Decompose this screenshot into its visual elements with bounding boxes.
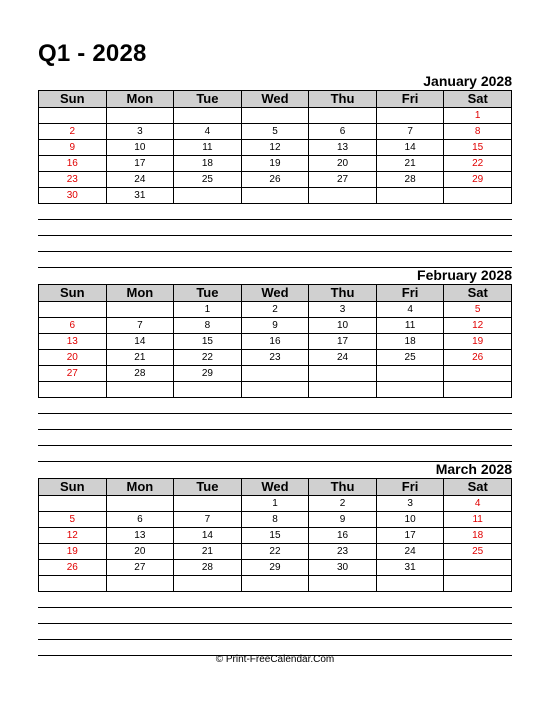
day-cell: 19 [39, 544, 107, 560]
weekday-header: Wed [241, 479, 309, 496]
day-cell: 2 [241, 302, 309, 318]
weekday-header: Sun [39, 285, 107, 302]
day-cell [309, 366, 377, 382]
note-line [38, 592, 512, 608]
day-cell [376, 366, 444, 382]
note-line [38, 236, 512, 252]
weekday-header: Sat [444, 479, 512, 496]
day-cell [174, 496, 242, 512]
day-cell: 13 [309, 140, 377, 156]
day-cell: 9 [309, 512, 377, 528]
day-cell [444, 188, 512, 204]
day-cell [39, 382, 107, 398]
weekday-header: Fri [376, 479, 444, 496]
week-row [39, 366, 512, 382]
day-cell: 31 [106, 188, 174, 204]
day-cell: 8 [444, 124, 512, 140]
day-cell: 4 [444, 496, 512, 512]
day-cell [376, 188, 444, 204]
day-cell [39, 576, 107, 592]
day-cell [376, 108, 444, 124]
weekday-header: Mon [106, 479, 174, 496]
weekday-header-row [39, 285, 512, 302]
day-cell: 7 [174, 512, 242, 528]
day-cell: 24 [106, 172, 174, 188]
day-cell: 14 [376, 140, 444, 156]
day-cell: 27 [39, 366, 107, 382]
day-cell: 30 [39, 188, 107, 204]
day-cell [106, 382, 174, 398]
weekday-header: Mon [106, 285, 174, 302]
day-cell: 5 [241, 124, 309, 140]
day-cell: 22 [241, 544, 309, 560]
day-cell: 23 [309, 544, 377, 560]
day-cell: 25 [444, 544, 512, 560]
week-row [39, 544, 512, 560]
day-cell [241, 188, 309, 204]
day-cell: 29 [241, 560, 309, 576]
day-cell [444, 366, 512, 382]
day-cell: 14 [106, 334, 174, 350]
day-cell: 1 [241, 496, 309, 512]
day-cell: 10 [309, 318, 377, 334]
day-cell [174, 576, 242, 592]
day-cell [444, 560, 512, 576]
day-cell: 6 [309, 124, 377, 140]
note-line [38, 398, 512, 414]
week-row [39, 512, 512, 528]
week-row [39, 188, 512, 204]
week-row [39, 560, 512, 576]
day-cell: 23 [39, 172, 107, 188]
day-cell: 26 [444, 350, 512, 366]
day-cell: 12 [444, 318, 512, 334]
day-cell [444, 382, 512, 398]
footer-credit: © Print-FreeCalendar.Com [215, 654, 335, 665]
day-cell: 16 [309, 528, 377, 544]
day-cell: 4 [376, 302, 444, 318]
month-title: March 2028 [435, 461, 512, 477]
day-cell [309, 108, 377, 124]
week-row [39, 108, 512, 124]
day-cell: 20 [106, 544, 174, 560]
weekday-header-row [39, 91, 512, 108]
week-row [39, 334, 512, 350]
day-cell [174, 108, 242, 124]
week-row [39, 350, 512, 366]
day-cell: 28 [174, 560, 242, 576]
day-cell [241, 382, 309, 398]
day-cell [106, 302, 174, 318]
week-row [39, 124, 512, 140]
day-cell: 20 [309, 156, 377, 172]
day-cell: 25 [376, 350, 444, 366]
month-block [38, 460, 512, 656]
day-cell [376, 382, 444, 398]
day-cell: 7 [376, 124, 444, 140]
day-cell: 2 [309, 496, 377, 512]
day-cell: 7 [106, 318, 174, 334]
week-row [39, 496, 512, 512]
week-row [39, 302, 512, 318]
note-line [38, 220, 512, 236]
day-cell [309, 576, 377, 592]
day-cell: 20 [39, 350, 107, 366]
weekday-header: Mon [106, 91, 174, 108]
weekday-header: Thu [309, 91, 377, 108]
weekday-header: Thu [309, 479, 377, 496]
day-cell: 28 [376, 172, 444, 188]
day-cell: 8 [174, 318, 242, 334]
note-line [38, 430, 512, 446]
day-cell: 23 [241, 350, 309, 366]
day-cell: 6 [106, 512, 174, 528]
day-cell: 1 [444, 108, 512, 124]
note-line [38, 414, 512, 430]
day-cell: 16 [39, 156, 107, 172]
weekday-header: Tue [174, 479, 242, 496]
note-line [38, 204, 512, 220]
day-cell: 27 [106, 560, 174, 576]
day-cell: 28 [106, 366, 174, 382]
week-row [39, 172, 512, 188]
weekday-header-row [39, 479, 512, 496]
day-cell: 13 [39, 334, 107, 350]
day-cell: 29 [174, 366, 242, 382]
day-cell [174, 188, 242, 204]
day-cell: 15 [241, 528, 309, 544]
month-calendar-table [38, 284, 512, 398]
day-cell [174, 382, 242, 398]
day-cell: 17 [106, 156, 174, 172]
day-cell: 12 [241, 140, 309, 156]
day-cell: 21 [106, 350, 174, 366]
notes-area [38, 204, 512, 268]
day-cell: 3 [106, 124, 174, 140]
notes-area [38, 592, 512, 656]
day-cell [39, 302, 107, 318]
weekday-header: Fri [376, 285, 444, 302]
day-cell: 29 [444, 172, 512, 188]
month-calendar-table [38, 90, 512, 204]
day-cell: 30 [309, 560, 377, 576]
day-cell [309, 382, 377, 398]
day-cell [106, 496, 174, 512]
day-cell: 19 [444, 334, 512, 350]
week-row [39, 528, 512, 544]
day-cell: 26 [39, 560, 107, 576]
day-cell: 10 [376, 512, 444, 528]
day-cell: 11 [174, 140, 242, 156]
day-cell [39, 496, 107, 512]
day-cell: 8 [241, 512, 309, 528]
week-row [39, 382, 512, 398]
weekday-header: Fri [376, 91, 444, 108]
day-cell: 21 [174, 544, 242, 560]
day-cell: 3 [309, 302, 377, 318]
day-cell: 27 [309, 172, 377, 188]
week-row [39, 318, 512, 334]
month-calendar-table [38, 478, 512, 592]
day-cell: 11 [444, 512, 512, 528]
weekday-header: Sat [444, 91, 512, 108]
day-cell: 2 [39, 124, 107, 140]
day-cell: 10 [106, 140, 174, 156]
month-title: February 2028 [417, 267, 512, 283]
day-cell: 17 [376, 528, 444, 544]
day-cell: 5 [39, 512, 107, 528]
day-cell: 24 [309, 350, 377, 366]
month-block [38, 72, 512, 268]
note-line [38, 608, 512, 624]
day-cell [241, 576, 309, 592]
day-cell: 18 [376, 334, 444, 350]
day-cell: 24 [376, 544, 444, 560]
week-row [39, 576, 512, 592]
day-cell [241, 108, 309, 124]
day-cell: 11 [376, 318, 444, 334]
week-row [39, 140, 512, 156]
day-cell: 15 [174, 334, 242, 350]
day-cell: 26 [241, 172, 309, 188]
month-block [38, 266, 512, 462]
weekday-header: Sun [39, 91, 107, 108]
day-cell: 19 [241, 156, 309, 172]
day-cell [39, 108, 107, 124]
day-cell: 4 [174, 124, 242, 140]
day-cell [241, 366, 309, 382]
weekday-header: Wed [241, 91, 309, 108]
day-cell: 17 [309, 334, 377, 350]
day-cell [106, 576, 174, 592]
weekday-header: Wed [241, 285, 309, 302]
day-cell: 25 [174, 172, 242, 188]
day-cell [309, 188, 377, 204]
weekday-header: Thu [309, 285, 377, 302]
week-row [39, 156, 512, 172]
day-cell: 22 [444, 156, 512, 172]
day-cell: 14 [174, 528, 242, 544]
day-cell: 12 [39, 528, 107, 544]
weekday-header: Tue [174, 91, 242, 108]
day-cell: 22 [174, 350, 242, 366]
note-line [38, 624, 512, 640]
day-cell: 15 [444, 140, 512, 156]
day-cell: 5 [444, 302, 512, 318]
day-cell: 21 [376, 156, 444, 172]
page-title: Q1 - 2028 [38, 40, 147, 67]
day-cell: 18 [444, 528, 512, 544]
day-cell: 1 [174, 302, 242, 318]
day-cell: 16 [241, 334, 309, 350]
day-cell [106, 108, 174, 124]
day-cell: 6 [39, 318, 107, 334]
day-cell [444, 576, 512, 592]
day-cell: 18 [174, 156, 242, 172]
day-cell: 13 [106, 528, 174, 544]
day-cell: 9 [241, 318, 309, 334]
day-cell: 9 [39, 140, 107, 156]
day-cell: 3 [376, 496, 444, 512]
day-cell: 31 [376, 560, 444, 576]
weekday-header: Sun [39, 479, 107, 496]
weekday-header: Tue [174, 285, 242, 302]
weekday-header: Sat [444, 285, 512, 302]
notes-area [38, 398, 512, 462]
day-cell [376, 576, 444, 592]
month-title: January 2028 [423, 73, 512, 89]
